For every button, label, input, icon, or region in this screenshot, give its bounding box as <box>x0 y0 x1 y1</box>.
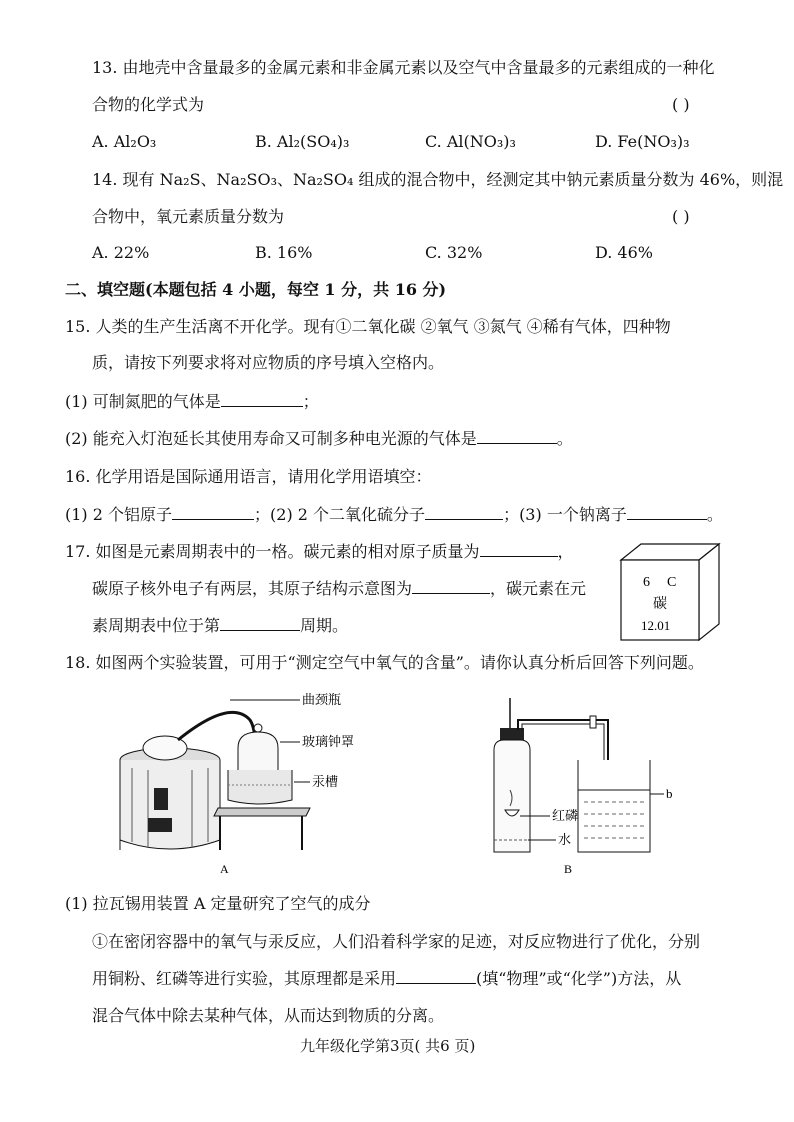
cell-name: 碳 <box>653 596 667 612</box>
beaker-icon <box>578 760 650 852</box>
q16-blank-2[interactable] <box>425 505 503 520</box>
q16-line1: 16. 化学用语是国际通用语言，请用化学用语填空： <box>65 467 432 486</box>
q18-item1-line2: 用铜粉、红磷等进行实验，其原理都是采用 (填“物理”或“化学”)方法，从 <box>92 969 682 988</box>
q15-blank-1[interactable] <box>221 392 303 407</box>
q14-line1: 14. 现有 Na₂S、Na₂SO₃、Na₂SO₄ 组成的混合物中，经测定其中钠元素质量分数为 46%，则混 <box>92 170 784 189</box>
cell-mass: 12.01 <box>641 618 671 633</box>
stand-table-icon <box>214 808 310 850</box>
q17-blank-3[interactable] <box>220 616 300 631</box>
q14-choice-c: C. 32% <box>425 243 483 262</box>
q13-line1: 13. 由地壳中含量最多的金属元素和非金属元素以及空气中含量最多的元素组成的一种化 <box>92 58 715 77</box>
q15-sub1: (1) 可制氮肥的气体是 ； <box>65 392 319 411</box>
q17-line2: 碳原子核外电子有两层，其原子结构示意图为 ，碳元素在元 <box>92 579 587 598</box>
label-red-phosphorus: 红磷 <box>552 809 579 824</box>
q16-blank-1[interactable] <box>172 505 254 520</box>
periodic-table-cell <box>615 540 725 645</box>
mercury-trough-icon <box>228 770 292 804</box>
q17-line3: 素周期表中位于第 周期。 <box>92 616 349 635</box>
q14-choice-d: D. 46% <box>595 243 653 262</box>
q13-choice-b: B. Al₂(SO₄)₃ <box>255 132 350 151</box>
figure-b-phosphorus-apparatus <box>480 690 720 880</box>
cell-atomic-number: 6 <box>643 575 650 590</box>
label-trough: 汞槽 <box>312 775 339 790</box>
q14-choice-b: B. 16% <box>255 243 313 262</box>
q13-choice-d: D. Fe(NO₃)₃ <box>595 132 690 151</box>
q17-line1: 17. 如图是元素周期表中的一格。碳元素的相对原子质量为 ， <box>65 542 574 561</box>
q16-line2: (1) 2 个铝原子 ；(2) 2 个二氧化硫分子 ；(3) 一个钠离子 。 <box>65 505 723 524</box>
label-water: 水 <box>558 833 572 848</box>
q16-blank-3[interactable] <box>627 505 707 520</box>
figure-a-lavoisier-apparatus <box>110 690 410 880</box>
clamp-icon <box>590 716 596 728</box>
q18-blank-1[interactable] <box>396 969 476 984</box>
q14-answer-paren: ( ) <box>672 207 690 226</box>
q18-sub1: (1) 拉瓦锡用装置 A 定量研究了空气的成分 <box>65 894 371 913</box>
q18-item1-line3: 混合气体中除去某种气体，从而达到物质的分离。 <box>92 1006 445 1025</box>
q14-line2: 合物中，氧元素质量分数为 <box>92 207 285 226</box>
q15-sub2: (2) 能充入灯泡延长其使用寿命又可制多种电光源的气体是 。 <box>65 429 573 448</box>
q13-choice-a: A. Al₂O₃ <box>92 132 157 151</box>
label-bell-jar: 玻璃钟罩 <box>302 735 355 750</box>
label-b: b <box>666 786 673 801</box>
cell-symbol: C <box>667 575 677 590</box>
gas-bottle-icon <box>494 728 530 852</box>
page-footer: 九年级化学第3页( 共6 页) <box>300 1037 476 1055</box>
q14-choice-a: A. 22% <box>92 243 150 262</box>
q13-line2: 合物的化学式为 <box>92 95 205 114</box>
q15-line2: 质，请按下列要求将对应物质的序号填入空格内。 <box>92 353 445 372</box>
q13-answer-paren: ( ) <box>672 95 690 114</box>
q15-line1: 15. 人类的生产生活离不开化学。现有①二氧化碳 ②氧气 ③氮气 ④稀有气体，四种物 <box>65 317 671 336</box>
label-flask: 曲颈瓶 <box>302 693 342 708</box>
furnace-icon <box>120 748 220 850</box>
q18-line1: 18. 如图两个实验装置，可用于“测定空气中氧气的含量”。请你认真分析后回答下列问题。 <box>65 653 704 672</box>
cell-side-face <box>699 544 719 640</box>
q17-blank-2[interactable] <box>412 579 490 594</box>
q17-blank-1[interactable] <box>480 542 558 557</box>
q13-choice-c: C. Al(NO₃)₃ <box>425 132 516 151</box>
figure-b-caption: B <box>564 862 573 876</box>
section-title: 二、填空题(本题包括 4 小题，每空 1 分，共 16 分) <box>65 280 447 299</box>
figure-a-caption: A <box>220 862 229 876</box>
q18-item1-line1: ①在密闭容器中的氧气与汞反应，人们沿着科学家的足迹，对反应物进行了优化，分别 <box>92 932 701 951</box>
q15-blank-2[interactable] <box>477 429 557 444</box>
